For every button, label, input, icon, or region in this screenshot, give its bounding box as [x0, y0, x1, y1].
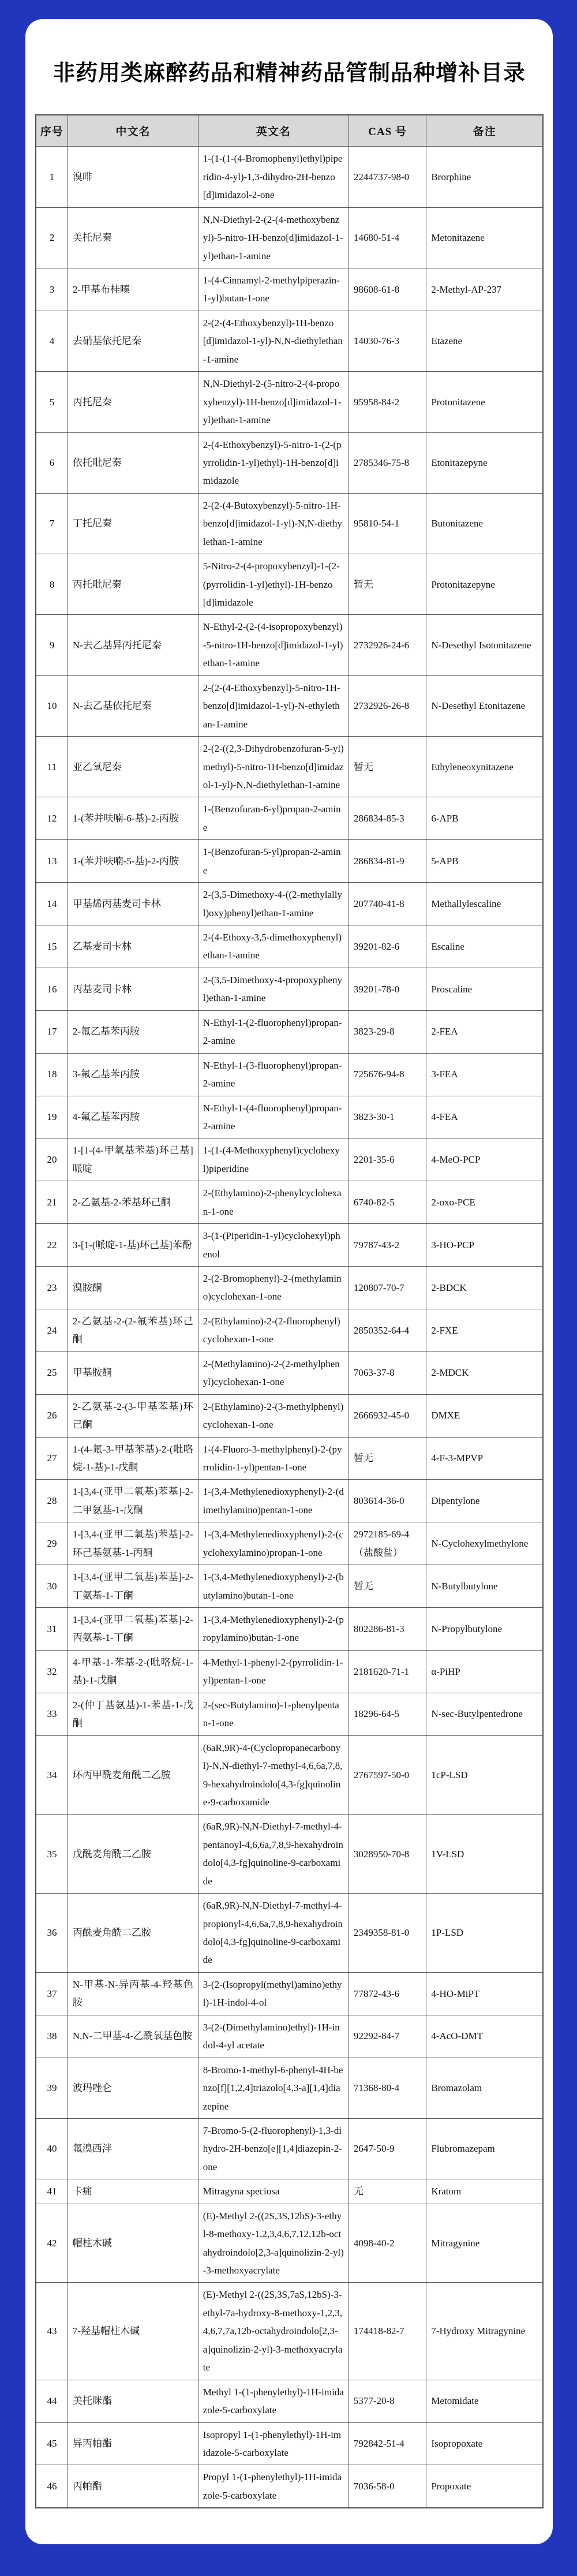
table-row [36, 883, 543, 925]
remark-cell: Flubromazepam [426, 2118, 543, 2179]
cas-number-cell: 5377-20-8 [349, 2380, 426, 2422]
cas-number-cell: 802286-81-3 [349, 1608, 426, 1651]
english-name-cell: Methyl 1-(1-phenylethyl)-1H-imidazole-5-carboxylate [198, 2380, 349, 2422]
serial-number-cell: 36 [36, 1894, 68, 1973]
remark-cell: Metomidate [426, 2380, 543, 2422]
english-name-cell: 4-Methyl-1-phenyl-2-(pyrrolidin-1-yl)pentan-1-one [198, 1650, 349, 1693]
remark-cell: 4-F-3-MPVP [426, 1437, 543, 1480]
cas-number-cell: 14680-51-4 [349, 207, 426, 268]
table-row [36, 1650, 543, 1693]
english-name-cell: 1-(1-(4-Methoxyphenyl)cyclohexyl)piperidine [198, 1138, 349, 1181]
serial-number-cell: 15 [36, 925, 68, 968]
english-name-cell: 1-(3,4-Methylenedioxyphenyl)-2-(dimethylamino)pentan-1-one [198, 1480, 349, 1522]
english-name-cell: (6aR,9R)-N,N-Diethyl-7-methyl-4-pentanoyl-4,6,6a,7,8,9-hexahydroindolo[4,3-fg]quinoline-9-carboxamide [198, 1815, 349, 1894]
remark-cell: Propoxate [426, 2465, 543, 2508]
serial-number-cell: 34 [36, 1735, 68, 1815]
table-row [36, 268, 543, 311]
table-row [36, 1815, 543, 1894]
catalog-table [35, 114, 544, 2508]
remark-cell: 1cP-LSD [426, 1735, 543, 1815]
remark-cell: N-Desethyl Isotonitazene [426, 615, 543, 675]
cas-number-cell: 39201-82-6 [349, 925, 426, 968]
table-row [36, 1480, 543, 1522]
english-name-cell: 2-(2-((2,3-Dihydrobenzofuran-5-yl)methyl)-5-nitro-1H-benzo[d]imidazol-1-yl)-N,N-diethylethan-1-amine [198, 737, 349, 797]
chinese-name-cell: 亚乙氧尼秦 [68, 737, 198, 797]
serial-number-cell: 39 [36, 2058, 68, 2118]
chinese-name-cell: 去硝基依托尼秦 [68, 311, 198, 371]
table-row [36, 1972, 543, 2015]
remark-cell: Bromazolam [426, 2058, 543, 2118]
serial-number-cell: 10 [36, 675, 68, 736]
serial-number-cell: 6 [36, 432, 68, 493]
cas-number-cell: 120807-70-7 [349, 1267, 426, 1309]
serial-number-cell: 19 [36, 1096, 68, 1138]
cas-number-cell: 39201-78-0 [349, 968, 426, 1010]
cas-number-cell: 79787-43-2 [349, 1224, 426, 1267]
serial-number-cell: 40 [36, 2118, 68, 2179]
cas-number-cell: 6740-82-5 [349, 1181, 426, 1224]
chinese-name-cell: 戊酰麦角酰二乙胺 [68, 1815, 198, 1894]
remark-cell: 2-oxo-PCE [426, 1181, 543, 1224]
cas-number-cell: 7036-58-0 [349, 2465, 426, 2508]
cas-number-cell: 803614-36-0 [349, 1480, 426, 1522]
header-serial-number: 序号 [36, 115, 68, 147]
english-name-cell: 2-(3,5-Dimethoxy-4-propoxyphenyl)ethan-1-amine [198, 968, 349, 1010]
remark-cell: N-Butylbutylone [426, 1565, 543, 1608]
remark-cell: 3-HO-PCP [426, 1224, 543, 1267]
remark-cell: Proscaline [426, 968, 543, 1010]
serial-number-cell: 42 [36, 2204, 68, 2283]
serial-number-cell: 13 [36, 840, 68, 883]
english-name-cell: 2-(4-Ethoxy-3,5-dimethoxyphenyl)ethan-1-amine [198, 925, 349, 968]
serial-number-cell: 46 [36, 2465, 68, 2508]
serial-number-cell: 1 [36, 147, 68, 207]
header-remark: 备注 [426, 115, 543, 147]
serial-number-cell: 9 [36, 615, 68, 675]
serial-number-cell: 8 [36, 554, 68, 615]
serial-number-cell: 33 [36, 1693, 68, 1735]
remark-cell: Etazene [426, 311, 543, 371]
chinese-name-cell: 丁托尼秦 [68, 493, 198, 554]
serial-number-cell: 22 [36, 1224, 68, 1267]
cas-number-cell: 95958-84-2 [349, 372, 426, 432]
chinese-name-cell: 1-(苯并呋喃-6-基)-2-丙胺 [68, 797, 198, 840]
chinese-name-cell: 环丙甲酰麦角酰二乙胺 [68, 1735, 198, 1815]
remark-cell: Kratom [426, 2179, 543, 2204]
remark-cell: N-Desethyl Etonitazene [426, 675, 543, 736]
cas-number-cell: 4098-40-2 [349, 2204, 426, 2283]
english-name-cell: 2-(2-(4-Ethoxybenzyl)-1H-benzo[d]imidazol-1-yl)-N,N-diethylethan-1-amine [198, 311, 349, 371]
table-row [36, 1309, 543, 1352]
remark-cell: 2-BDCK [426, 1267, 543, 1309]
serial-number-cell: 43 [36, 2283, 68, 2380]
serial-number-cell: 25 [36, 1352, 68, 1394]
english-name-cell: 2-(2-(4-Ethoxybenzyl)-5-nitro-1H-benzo[d]imidazol-1-yl)-N-ethylethan-1-amine [198, 675, 349, 736]
table-header-row [36, 115, 543, 147]
chinese-name-cell: 丙酰麦角酰二乙胺 [68, 1894, 198, 1973]
table-row [36, 675, 543, 736]
serial-number-cell: 31 [36, 1608, 68, 1651]
cas-number-cell: 792842-51-4 [349, 2422, 426, 2465]
chinese-name-cell: 乙基麦司卡林 [68, 925, 198, 968]
remark-cell: Etonitazepyne [426, 432, 543, 493]
cas-number-cell: 2732926-24-6 [349, 615, 426, 675]
english-name-cell: (E)-Methyl 2-((2S,3S,12bS)-3-ethyl-8-methoxy-1,2,3,4,6,7,12,12b-octahydroindolo[2,3-a]quinolizin-2-yl)-3-methoxyacrylate [198, 2204, 349, 2283]
english-name-cell: 1-(1-(1-(4-Bromophenyl)ethyl)piperidin-4-yl)-1,3-dihydro-2H-benzo[d]imidazol-2-one [198, 147, 349, 207]
table-row [36, 2204, 543, 2283]
english-name-cell: 2-(4-Ethoxybenzyl)-5-nitro-1-(2-(pyrrolidin-1-yl)ethyl)-1H-benzo[d]imidazole [198, 432, 349, 493]
cas-number-cell: 2181620-71-1 [349, 1650, 426, 1693]
table-row [36, 1693, 543, 1735]
serial-number-cell: 7 [36, 493, 68, 554]
table-row [36, 2283, 543, 2380]
cas-number-cell: 14030-76-3 [349, 311, 426, 371]
serial-number-cell: 23 [36, 1267, 68, 1309]
english-name-cell: Propyl 1-(1-phenylethyl)-1H-imidazole-5-carboxylate [198, 2465, 349, 2508]
cas-number-cell: 174418-82-7 [349, 2283, 426, 2380]
remark-cell: 2-FXE [426, 1309, 543, 1352]
remark-cell: 1V-LSD [426, 1815, 543, 1894]
english-name-cell: N-Ethyl-1-(3-fluorophenyl)propan-2-amine [198, 1053, 349, 1096]
remark-cell: DMXE [426, 1394, 543, 1437]
english-name-cell: 1-(4-Fluoro-3-methylphenyl)-2-(pyrrolidin-1-yl)pentan-1-one [198, 1437, 349, 1480]
chinese-name-cell: 2-乙氨基-2-苯基环己酮 [68, 1181, 198, 1224]
chinese-name-cell: 依托吡尼秦 [68, 432, 198, 493]
english-name-cell: N-Ethyl-2-(2-(4-isopropoxybenzyl)-5-nitro-1H-benzo[d]imidazol-1-yl)ethan-1-amine [198, 615, 349, 675]
table-row [36, 925, 543, 968]
table-row [36, 2179, 543, 2204]
cas-number-cell: 2850352-64-4 [349, 1309, 426, 1352]
cas-number-cell: 2244737-98-0 [349, 147, 426, 207]
english-name-cell: 7-Bromo-5-(2-fluorophenyl)-1,3-dihydro-2H-benzo[e][1,4]diazepin-2-one [198, 2118, 349, 2179]
table-row [36, 1267, 543, 1309]
english-name-cell: 2-(sec-Butylamino)-1-phenylpentan-1-one [198, 1693, 349, 1735]
english-name-cell: (6aR,9R)-N,N-Diethyl-7-methyl-4-propionyl-4,6,6a,7,8,9-hexahydroindolo[4,3-fg]quinoline-9-carboxamide [198, 1894, 349, 1973]
cas-number-cell: 207740-41-8 [349, 883, 426, 925]
cas-number-cell: 286834-85-3 [349, 797, 426, 840]
english-name-cell: 1-(3,4-Methylenedioxyphenyl)-2-(butylamino)butan-1-one [198, 1565, 349, 1608]
remark-cell: 7-Hydroxy Mitragynine [426, 2283, 543, 2380]
table-row [36, 1053, 543, 1096]
table-row [36, 2380, 543, 2422]
chinese-name-cell: 波玛唑仑 [68, 2058, 198, 2118]
chinese-name-cell: 1-[1-(4-甲氧基苯基)环己基]哌啶 [68, 1138, 198, 1181]
english-name-cell: 3-(2-(Dimethylamino)ethyl)-1H-indol-4-yl acetate [198, 2015, 349, 2058]
table-row [36, 968, 543, 1010]
chinese-name-cell: 卡痛 [68, 2179, 198, 2204]
table-row [36, 1394, 543, 1437]
table-row [36, 737, 543, 797]
cas-number-cell: 2767597-50-0 [349, 1735, 426, 1815]
remark-cell: Metonitazene [426, 207, 543, 268]
english-name-cell: (6aR,9R)-4-(Cyclopropanecarbonyl)-N,N-diethyl-7-methyl-4,6,6a,7,8,9-hexahydroindolo[4,3-fg]quinoline-9-carboxamide [198, 1735, 349, 1815]
serial-number-cell: 5 [36, 372, 68, 432]
english-name-cell: 2-(Ethylamino)-2-(3-methylphenyl)cyclohexan-1-one [198, 1394, 349, 1437]
cas-number-cell: 725676-94-8 [349, 1053, 426, 1096]
remark-cell: 4-HO-MiPT [426, 1972, 543, 2015]
chinese-name-cell: 丙基麦司卡林 [68, 968, 198, 1010]
serial-number-cell: 41 [36, 2179, 68, 2204]
cas-number-cell: 3823-29-8 [349, 1010, 426, 1053]
cas-number-cell: 2972185-69-4（盐酸盐） [349, 1522, 426, 1565]
serial-number-cell: 4 [36, 311, 68, 371]
chinese-name-cell: 4-甲基-1-苯基-2-(吡咯烷-1-基)-1-戊酮 [68, 1650, 198, 1693]
remark-cell: 4-MeO-PCP [426, 1138, 543, 1181]
chinese-name-cell: 丙托吡尼秦 [68, 554, 198, 615]
cas-number-cell: 暂无 [349, 1437, 426, 1480]
remark-cell: N-sec-Butylpentedrone [426, 1693, 543, 1735]
table-row [36, 554, 543, 615]
table-header [36, 115, 543, 147]
english-name-cell: 3-(1-(Piperidin-1-yl)cyclohexyl)phenol [198, 1224, 349, 1267]
chinese-name-cell: 2-乙氨基-2-(3-甲基苯基)环己酮 [68, 1394, 198, 1437]
english-name-cell: (E)-Methyl 2-((2S,3S,7aS,12bS)-3-ethyl-7a-hydroxy-8-methoxy-1,2,3,4,6,7,7a,12b-octahydroindolo[2,3-a]quinolizin-2-yl)-3-methoxyacrylate [198, 2283, 349, 2380]
table-row [36, 2422, 543, 2465]
serial-number-cell: 32 [36, 1650, 68, 1693]
remark-cell: 4-FEA [426, 1096, 543, 1138]
serial-number-cell: 29 [36, 1522, 68, 1565]
chinese-name-cell: 1-[3,4-(亚甲二氧基)苯基]-2-环己基氨基-1-丙酮 [68, 1522, 198, 1565]
cas-number-cell: 无 [349, 2179, 426, 2204]
remark-cell: Isopropoxate [426, 2422, 543, 2465]
serial-number-cell: 26 [36, 1394, 68, 1437]
table-row [36, 797, 543, 840]
cas-number-cell: 71368-80-4 [349, 2058, 426, 2118]
english-name-cell: 1-(Benzofuran-5-yl)propan-2-amine [198, 840, 349, 883]
remark-cell: Protonitazepyne [426, 554, 543, 615]
serial-number-cell: 30 [36, 1565, 68, 1608]
chinese-name-cell: 3-[1-(哌啶-1-基)环己基]苯酚 [68, 1224, 198, 1267]
english-name-cell: 2-(Methylamino)-2-(2-methylphenyl)cyclohexan-1-one [198, 1352, 349, 1394]
page-title: 非药用类麻醉药品和精神药品管制品种增补目录 [53, 61, 526, 85]
table-row [36, 1224, 543, 1267]
cas-number-cell: 18296-64-5 [349, 1693, 426, 1735]
table-row [36, 1138, 543, 1181]
chinese-name-cell: 4-氟乙基苯丙胺 [68, 1096, 198, 1138]
serial-number-cell: 21 [36, 1181, 68, 1224]
english-name-cell: 1-(Benzofuran-6-yl)propan-2-amine [198, 797, 349, 840]
serial-number-cell: 38 [36, 2015, 68, 2058]
english-name-cell: Isopropyl 1-(1-phenylethyl)-1H-imidazole-5-carboxylate [198, 2422, 349, 2465]
chinese-name-cell: 甲基烯丙基麦司卡林 [68, 883, 198, 925]
remark-cell: 2-MDCK [426, 1352, 543, 1394]
chinese-name-cell: N,N-二甲基-4-乙酰氧基色胺 [68, 2015, 198, 2058]
serial-number-cell: 44 [36, 2380, 68, 2422]
english-name-cell: 2-(Ethylamino)-2-(2-fluorophenyl)cyclohexan-1-one [198, 1309, 349, 1352]
table-row [36, 147, 543, 207]
remark-cell: Ethyleneoxynitazene [426, 737, 543, 797]
english-name-cell: 2-(Ethylamino)-2-phenylcyclohexan-1-one [198, 1181, 349, 1224]
serial-number-cell: 2 [36, 207, 68, 268]
english-name-cell: N-Ethyl-1-(4-fluorophenyl)propan-2-amine [198, 1096, 349, 1138]
english-name-cell: 1-(3,4-Methylenedioxyphenyl)-2-(cyclohexylamino)propan-1-one [198, 1522, 349, 1565]
chinese-name-cell: 2-乙氨基-2-(2-氟苯基)环己酮 [68, 1309, 198, 1352]
serial-number-cell: 16 [36, 968, 68, 1010]
remark-cell: 6-APB [426, 797, 543, 840]
serial-number-cell: 11 [36, 737, 68, 797]
english-name-cell: 5-Nitro-2-(4-propoxybenzyl)-1-(2-(pyrrolidin-1-yl)ethyl)-1H-benzo[d]imidazole [198, 554, 349, 615]
serial-number-cell: 3 [36, 268, 68, 311]
remark-cell: 2-FEA [426, 1010, 543, 1053]
chinese-name-cell: 7-羟基帽柱木碱 [68, 2283, 198, 2380]
english-name-cell: N-Ethyl-1-(2-fluorophenyl)propan-2-amine [198, 1010, 349, 1053]
remark-cell: 3-FEA [426, 1053, 543, 1096]
table-row [36, 2465, 543, 2508]
cas-number-cell: 3028950-70-8 [349, 1815, 426, 1894]
remark-cell: N-Cyclohexylmethylone [426, 1522, 543, 1565]
cas-number-cell: 286834-81-9 [349, 840, 426, 883]
serial-number-cell: 35 [36, 1815, 68, 1894]
table-row [36, 1522, 543, 1565]
chinese-name-cell: 丙托尼秦 [68, 372, 198, 432]
table-row [36, 840, 543, 883]
remark-cell: N-Propylbutylone [426, 1608, 543, 1651]
english-name-cell: N,N-Diethyl-2-(5-nitro-2-(4-propoxybenzyl)-1H-benzo[d]imidazol-1-yl)ethan-1-amine [198, 372, 349, 432]
english-name-cell: 2-(3,5-Dimethoxy-4-((2-methylallyl)oxy)phenyl)ethan-1-amine [198, 883, 349, 925]
chinese-name-cell: 1-[3,4-(亚甲二氧基)苯基]-2-丙氨基-1-丁酮 [68, 1608, 198, 1651]
english-name-cell: 2-(2-(4-Butoxybenzyl)-5-nitro-1H-benzo[d]imidazol-1-yl)-N,N-diethylethan-1-amine [198, 493, 349, 554]
table-row [36, 1352, 543, 1394]
header-chinese-name: 中文名 [68, 115, 198, 147]
serial-number-cell: 37 [36, 1972, 68, 2015]
serial-number-cell: 45 [36, 2422, 68, 2465]
cas-number-cell: 2349358-81-0 [349, 1894, 426, 1973]
cas-number-cell: 2666932-45-0 [349, 1394, 426, 1437]
remark-cell: Mitragynine [426, 2204, 543, 2283]
chinese-name-cell: 美托咪酯 [68, 2380, 198, 2422]
cas-number-cell: 2732926-26-8 [349, 675, 426, 736]
english-name-cell: 8-Bromo-1-methyl-6-phenyl-4H-benzo[f][1,2,4]triazolo[4,3-a][1,4]diazepine [198, 2058, 349, 2118]
document-card [25, 19, 553, 2544]
cas-number-cell: 2201-35-6 [349, 1138, 426, 1181]
chinese-name-cell: 3-氟乙基苯丙胺 [68, 1053, 198, 1096]
table-row [36, 1010, 543, 1053]
table-row [36, 1096, 543, 1138]
cas-number-cell: 7063-37-8 [349, 1352, 426, 1394]
serial-number-cell: 12 [36, 797, 68, 840]
chinese-name-cell: 异丙帕酯 [68, 2422, 198, 2465]
chinese-name-cell: 1-[3,4-(亚甲二氧基)苯基]-2-二甲氨基-1-戊酮 [68, 1480, 198, 1522]
header-english-name: 英文名 [198, 115, 349, 147]
cas-number-cell: 95810-54-1 [349, 493, 426, 554]
chinese-name-cell: 美托尼秦 [68, 207, 198, 268]
english-name-cell: 1-(3,4-Methylenedioxyphenyl)-2-(propylamino)butan-1-one [198, 1608, 349, 1651]
chinese-name-cell: 1-[3,4-(亚甲二氧基)苯基]-2-丁氨基-1-丁酮 [68, 1565, 198, 1608]
remark-cell: Butonitazene [426, 493, 543, 554]
serial-number-cell: 18 [36, 1053, 68, 1096]
table-row [36, 2058, 543, 2118]
cas-number-cell: 2785346-75-8 [349, 432, 426, 493]
serial-number-cell: 14 [36, 883, 68, 925]
chinese-name-cell: 1-(4-氟-3-甲基苯基)-2-(吡咯烷-1-基)-1-戊酮 [68, 1437, 198, 1480]
remark-cell: Dipentylone [426, 1480, 543, 1522]
remark-cell: α-PiHP [426, 1650, 543, 1693]
serial-number-cell: 20 [36, 1138, 68, 1181]
remark-cell: 1P-LSD [426, 1894, 543, 1973]
table-row [36, 372, 543, 432]
remark-cell: Brorphine [426, 147, 543, 207]
cas-number-cell: 92292-84-7 [349, 2015, 426, 2058]
table-row [36, 1565, 543, 1608]
english-name-cell: 1-(4-Cinnamyl-2-methylpiperazin-1-yl)butan-1-one [198, 268, 349, 311]
chinese-name-cell: N-去乙基依托尼秦 [68, 675, 198, 736]
chinese-name-cell: 溴胺酮 [68, 1267, 198, 1309]
table-row [36, 1608, 543, 1651]
chinese-name-cell: 帽柱木碱 [68, 2204, 198, 2283]
remark-cell: 2-Methyl-AP-237 [426, 268, 543, 311]
chinese-name-cell: 2-氟乙基苯丙胺 [68, 1010, 198, 1053]
chinese-name-cell: 氟溴西泮 [68, 2118, 198, 2179]
serial-number-cell: 24 [36, 1309, 68, 1352]
english-name-cell: Mitragyna speciosa [198, 2179, 349, 2204]
cas-number-cell: 3823-30-1 [349, 1096, 426, 1138]
english-name-cell: 3-(2-(Isopropyl(methyl)amino)ethyl)-1H-indol-4-ol [198, 1972, 349, 2015]
chinese-name-cell: N-去乙基异丙托尼秦 [68, 615, 198, 675]
serial-number-cell: 28 [36, 1480, 68, 1522]
english-name-cell: N,N-Diethyl-2-(2-(4-methoxybenzyl)-5-nitro-1H-benzo[d]imidazol-1-yl)ethan-1-amine [198, 207, 349, 268]
chinese-name-cell: 丙帕酯 [68, 2465, 198, 2508]
table-body [36, 147, 543, 2508]
cas-number-cell: 暂无 [349, 737, 426, 797]
chinese-name-cell: 2-(仲丁基氨基)-1-苯基-1-戊酮 [68, 1693, 198, 1735]
remark-cell: Escaline [426, 925, 543, 968]
table-row [36, 615, 543, 675]
chinese-name-cell: 溴啡 [68, 147, 198, 207]
chinese-name-cell: 甲基胺酮 [68, 1352, 198, 1394]
table-row [36, 432, 543, 493]
table-row [36, 1181, 543, 1224]
cas-number-cell: 暂无 [349, 554, 426, 615]
table-row [36, 311, 543, 371]
remark-cell: Protonitazene [426, 372, 543, 432]
chinese-name-cell: N-甲基-N-异丙基-4-羟基色胺 [68, 1972, 198, 2015]
table-row [36, 1437, 543, 1480]
english-name-cell: 2-(2-Bromophenyl)-2-(methylamino)cyclohexan-1-one [198, 1267, 349, 1309]
serial-number-cell: 17 [36, 1010, 68, 1053]
table-row [36, 207, 543, 268]
table-row [36, 493, 543, 554]
serial-number-cell: 27 [36, 1437, 68, 1480]
remark-cell: 5-APB [426, 840, 543, 883]
cas-number-cell: 98608-61-8 [349, 268, 426, 311]
table-row [36, 1894, 543, 1973]
chinese-name-cell: 1-(苯并呋喃-5-基)-2-丙胺 [68, 840, 198, 883]
remark-cell: Methallylescaline [426, 883, 543, 925]
header-cas-number: CAS 号 [349, 115, 426, 147]
remark-cell: 4-AcO-DMT [426, 2015, 543, 2058]
cas-number-cell: 暂无 [349, 1565, 426, 1608]
cas-number-cell: 77872-43-6 [349, 1972, 426, 2015]
table-row [36, 1735, 543, 1815]
cas-number-cell: 2647-50-9 [349, 2118, 426, 2179]
table-row [36, 2015, 543, 2058]
table-row [36, 2118, 543, 2179]
chinese-name-cell: 2-甲基布桂嗪 [68, 268, 198, 311]
